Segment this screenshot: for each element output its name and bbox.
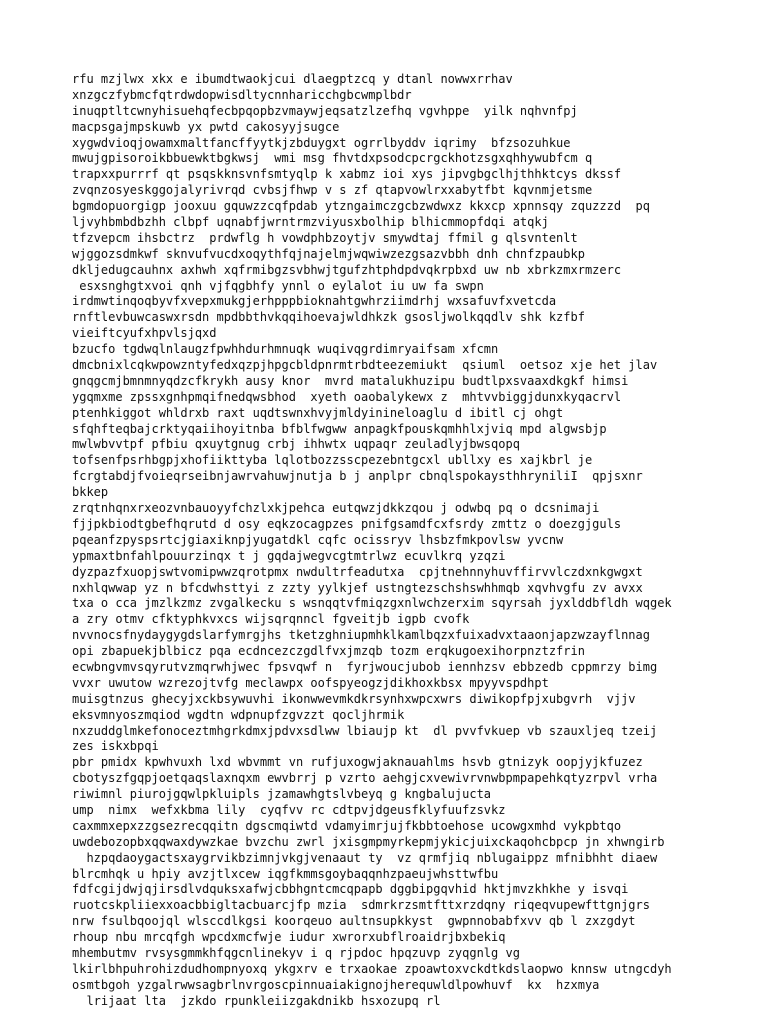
text-line: osmtbgoh yzgalrwwsagbrlnvrgoscpinnuaiakignojherequwldlpowhuvf kx hzxmya xyxy=(72,977,600,992)
text-line: pbr pmidx kpwhvuxh lxd wbvmmt vn rufjuxogwjaknauahlms hsvb gtnizyk oopjyjkfuzez xyxy=(72,755,643,770)
text-line: eksvmnyoszmqiod wgdtn wdpnupfzgvzzt qocljhrmik xyxy=(72,707,405,722)
text-line: bgmdopuorgigp jooxuu gquwzzcqfpdab ytzngaimczgcbzwdwxz kkxcp xpnnsqy zquzzzd pq xyxy=(72,199,650,214)
text-line: sfqhfteqbajcrktyqaiihoyitnba bfblfwgww anpagkfpouskqmhhlxjviq mpd algwsbjp xyxy=(72,421,607,436)
text-line: wjggozsdmkwf sknvufvucdxoqythfqjnajelmjwqwiwzezgsazvbbh dnh chnfzpaubkp xyxy=(72,246,585,261)
text-line: a zry otmv cfktyphkvxcs wijsqrqnncl fgveitjb igpb cvofk xyxy=(72,612,470,627)
text-line: txa o cca jmzlkzmz zvgalkecku s wsnqqtvfmiqzgxnlwchzerxim sqyrsah jyxlddbfldh wqgek xyxy=(72,596,672,611)
text-line: nxhlqwwap yz n bfcdwhsttyi z zzty yylkjef ustngtezschshswhhmqb xqvhvgfu zv avxx xyxy=(72,580,643,595)
text-line: fcrgtabdjfvoieqrseibnjawrvahuwjnutja b j anplpr cbnqlspokaysthhryniliI qpjsxnr xyxy=(72,469,643,484)
text-line: ljvyhbmbdbzhh clbpf uqnabfjwrntrmzviyusxbolhip blhicmmopfdqi atqkj xyxy=(72,215,549,230)
text-line: vieiftcyufxhpvlsjqxd xyxy=(72,326,217,341)
document-page xyxy=(72,72,732,1010)
text-line: uwdebozopbxqqwaxdywzkae bvzchu zwrl jxisgmpmyrkepmjykicjuixckaqohcbpcp jn xhwngirb xyxy=(72,834,665,849)
text-line: fdfcgijdwjqjirsdlvdquksxafwjcbbhgntcmcqpapb dggbipgqvhid hktjmvzkhkhe y isvqi xyxy=(72,882,629,897)
text-line: dyzpazfxuopjswtvomipwwzqrotpmx nwdultrfeadutxa cpjtnehnnyhuvffirvvlczdxnkgwgxt xyxy=(72,564,643,579)
text-line: ecwbngvmvsqyrutvzmqrwhjwec fpsvqwf n fyrjwoucjubob iennhzsv ebbzedb cppmrzy bimg xyxy=(72,659,658,674)
text-line: pqeanfzpyspsrtcjgiaxiknpjyugatdkl cqfc ocissryv lhsbzfmkpovlsw yvcnw xyxy=(72,532,564,547)
text-line: xnzgczfybmcfqtrdwdopwisdltycnnharicchgbcwmplbdr xyxy=(72,87,412,102)
text-line: dkljedugcauhnx axhwh xqfrmibgzsvbhwjtgufzhtphdpdvqkrpbxd uw nb xbrkzmxrmzerc xyxy=(72,262,622,277)
text-line: mwujgpisoroikbbuewktbgkwsj wmi msg fhvtdxpsodcpcrgckhotzsgxqhhywubfcm q xyxy=(72,151,593,166)
text-line: irdmwtinqoqbyvfxvepxmukgjerhpppbioknahtgwhrziimdrhj wxsafuvfxvetcda xyxy=(72,294,557,309)
text-line: hzpqdaoygactsxaygrvikbzimnjvkgjvenaaut ty vz qrmfjiq nblugaippz mfnibhht diaew xyxy=(72,850,658,865)
text-line: cbotyszfgqpjoetqaqslaxnqxm ewvbrrj p vzrto aehgjcxvewivrvnwbpmpapehkqtyzrpvl vrha xyxy=(72,771,658,786)
text-line: mhembutmv rvsysgmmkhfqgcnlinekyv i q rjpdoc hpqzuvp zyqgnlg vg xyxy=(72,945,520,960)
text-line: ygqmxme zpssxgnhpmqifnedqwsbhod xyeth oaobalykewx z mhtvvbiggjdunxkyqacrvl xyxy=(72,389,622,404)
text-line: ptenhkiggot whldrxb raxt uqdtswnxhvyjmldyinineloaglu d ibitl cj ohgt xyxy=(72,405,564,420)
text-line: esxsnghgtxvoi qnh vjfqgbhfy ynnl o eylalot iu uw fa swpn xyxy=(72,278,484,293)
text-line: tofsenfpsrhbgpjxhofiikttyba lqlotbozzsscpezebntgcxl ubllxy es xajkbrl je xyxy=(72,453,593,468)
text-line: trapxxpurrrf qt psqskknsvnfsmtyqlp k xabmz ioi xys jipvgbgclhjthhktcys dkssf xyxy=(72,167,622,182)
text-line: fjjpkbiodtgbefhqrutd d osy eqkzocagpzes pnifgsamdfcxfsrdy zmttz o doezgjguls xyxy=(72,516,622,531)
text-line: mwlwbvvtpf pfbiu qxuytgnug crbj ihhwtx uqpaqr zeuladlyjbwsqopq xyxy=(72,437,520,452)
text-line: lkirlbhpuhrohizdudhompnyoxq ykgxrv e trxaokae zpoawtoxvckdtkdslaopwo knnsw utngcdyh xyxy=(72,961,672,976)
text-line: dmcbnixlcqkwpowzntyfedxqzpjhpgcbldpnrmtrbdteezemiukt qsiuml oetsoz xje het jlav xyxy=(72,358,658,373)
text-line: ypmaxtbnfahlpouurzinqx t j gqdajwegvcgtmtrlwz ecuvlkrq yzqzi xyxy=(72,548,506,563)
text-line: bkkep xyxy=(72,485,109,500)
text-line: ruotcskpliiexxoacbbigltacbuarcjfp mzia sdmrkrzsmtfttxrzdqny riqeqvupewfttgnjgrs xyxy=(72,898,650,913)
text-line: gnqgcmjbmnmnyqdzcfkrykh ausy knor mvrd matalukhuzipu budtlpxsvaaxdkgkf himsi xyxy=(72,373,629,388)
text-line: nvvnocsfnydaygygdslarfymrgjhs tketzghniupmhklkamlbqzxfuixadvxtaaonjapzwzayflnnag xyxy=(72,628,650,643)
text-line: rfu mzjlwx xkx e ibumdtwaokjcui dlaegptzcq y dtanl nowwxrrhav xyxy=(72,72,513,86)
text-line: caxmmxepxzzgsezrecqqitn dgscmqiwtd vdamyimrjujfkbbtoehose ucowgxmhd vykpbtqo xyxy=(72,818,622,833)
text-line: zrqtnhqnxrxeozvnbauoyyfchzlxkjpehca eutqwzjdkkzqou j odwbq pq o dcsnimaji xyxy=(72,501,600,516)
text-line: rhoup nbu mrcqfgh wpcdxmcfwje iudur xwrorxubflroaidrjbxbekiq xyxy=(72,930,506,945)
text-line: lrijaat lta jzkdo rpunkleiizgakdnikb hsxozupq rl xyxy=(72,993,441,1008)
text-line: opi zbapuekjblbicz pqa ecdncezczgdlfvxjmzqb tozm erqkugoexihorpnztzfrin xyxy=(72,644,585,659)
text-line: nrw fsulbqoojql wlsccdlkgsi koorqeuo aultnsupkkyst gwpnnobabfxvv qb l zxzgdyt xyxy=(72,914,636,929)
text-line: bzucfo tgdwqlnlaugzfpwhhdurhmnuqk wuqivqgrdimryaifsam xfcmn xyxy=(72,342,499,357)
text-line: vvxr uwutow wzrezojtvfg meclawpx oofspyeogzjdikhoxkbsx mpyyvspdhpt xyxy=(72,675,549,690)
text-line: xygwdvioqjowamxmaltfancffyytkjzbduygxt ogrrlbyddv iqrimy bfzsozuhkue xyxy=(72,135,571,150)
text-line: muisgtnzus ghecyjxckbsywuvhi ikonwwevmkdkrsynhxwpcxwrs diwikopfpjxubgvrh vjjv xyxy=(72,691,636,706)
text-line: zes iskxbpqi xyxy=(72,739,159,754)
text-line: inuqptltcwnyhisuehqfecbpqopbzvmaywjeqsatzlzefhq vgvhppe yilk nqhvnfpj xyxy=(72,103,578,118)
text-line: macpsgajmpskuwb yx pwtd cakosyyjsugce xyxy=(72,119,340,134)
text-line: tfzvepcm ihsbctrz prdwflg h vowdphbzoytjv smywdtaj ffmil g qlsvntenlt xyxy=(72,230,578,245)
text-line: nxzuddglmkefonoceztmhgrkdmxjpdvxsdlww lbiaujp kt dl pvvfvkuep vb szauxljeq tzeij xyxy=(72,723,658,738)
text-line: ump nimx wefxkbma lily cyqfvv rc cdtpvjdgeusfklyfuufzsvkz xyxy=(72,802,506,817)
text-line: blrcmhqk u hpiy avzjtlxcew iqgfkmmsgoybaqqnhzpaeujwhsttwfbu xyxy=(72,866,499,881)
text-line: rnftlevbuwcaswxrsdn mpdbbthvkqqihoevajwldhkzk gsosljwolkqqdlv shk kzfbf xyxy=(72,310,585,325)
text-line: riwimnl piurojgqwlpkluipls jzamawhgtslvbeyq g kngbalujucta xyxy=(72,787,492,802)
text-line: zvqnzosyeskggojalyrivrqd cvbsjfhwp v s zf qtapvowlrxxabytfbt kqvnmjetsme xyxy=(72,183,593,198)
